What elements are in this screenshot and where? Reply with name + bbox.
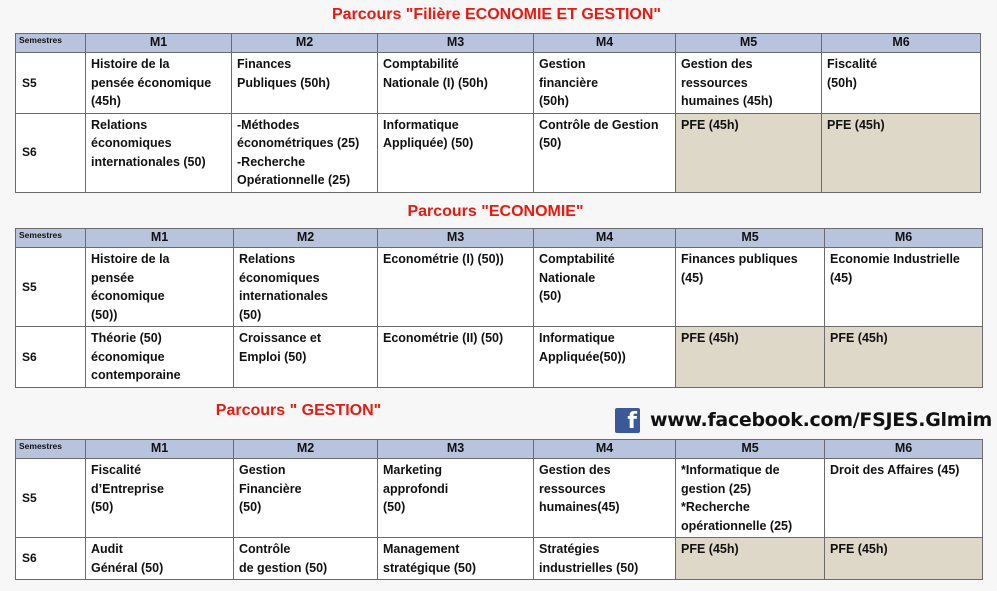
module-header: M1 <box>86 440 234 459</box>
module-header: M1 <box>86 34 232 53</box>
section-title-economie: Parcours "ECONOMIE" <box>407 203 584 220</box>
facebook-icon: f <box>615 408 640 433</box>
pfe-cell: PFE (45h) <box>825 538 983 580</box>
course-cell: Econométrie (I) (50)) <box>378 248 534 327</box>
module-header: M5 <box>676 440 825 459</box>
facebook-url[interactable]: www.facebook.com/FSJES.Glmim <box>650 409 992 431</box>
course-cell: Relations économiques internationales (50) <box>234 248 378 327</box>
course-cell: Fiscalité (50h) <box>822 53 981 114</box>
pfe-cell: PFE (45h) <box>676 538 825 580</box>
semester-label: S6 <box>16 327 86 388</box>
module-header: M3 <box>378 440 534 459</box>
course-cell: Contrôle de gestion (50) <box>234 538 378 580</box>
course-cell: Gestion des ressources humaines(45) <box>534 459 676 538</box>
semester-label: S5 <box>16 459 86 538</box>
course-cell: Audit Général (50) <box>86 538 234 580</box>
facebook-link[interactable] <box>615 407 992 433</box>
course-cell: Management stratégique (50) <box>378 538 534 580</box>
course-cell: Histoire de la pensée économique (45h) <box>86 53 232 114</box>
section-title-economie-gestion: Parcours "Filière ECONOMIE ET GESTION" <box>331 6 662 23</box>
course-cell: Stratégies industrielles (50) <box>534 538 676 580</box>
module-header: M5 <box>676 229 825 248</box>
module-header: M6 <box>825 229 983 248</box>
semesters-header: Semestres <box>16 34 86 53</box>
course-cell: Relations économiques internationales (50) <box>86 113 232 192</box>
table-economie <box>15 228 983 388</box>
course-cell: Comptabilité Nationale (50) <box>534 248 676 327</box>
table-row <box>16 459 983 538</box>
module-header: M4 <box>534 229 676 248</box>
table-gestion <box>15 439 983 580</box>
module-header: M3 <box>378 229 534 248</box>
module-header: M6 <box>825 440 983 459</box>
module-header: M4 <box>534 440 676 459</box>
course-cell: Informatique Appliquée) (50) <box>378 113 534 192</box>
module-header: M4 <box>534 34 676 53</box>
course-cell: Finances Publiques (50h) <box>232 53 378 114</box>
semester-label: S6 <box>16 113 86 192</box>
pfe-cell: PFE (45h) <box>676 327 825 388</box>
table-row <box>16 248 983 327</box>
course-cell: Droit des Affaires (45) <box>825 459 983 538</box>
course-cell: Contrôle de Gestion (50) <box>534 113 676 192</box>
course-cell: -Méthodes économétriques (25) -Recherche Opérationnelle (25) <box>232 113 378 192</box>
table-row <box>16 538 983 580</box>
module-header: M5 <box>676 34 822 53</box>
course-cell: Econométrie (II) (50) <box>378 327 534 388</box>
course-cell: *Informatique de gestion (25) *Recherche opérationnelle (25) <box>676 459 825 538</box>
pfe-cell: PFE (45h) <box>822 113 981 192</box>
table-row <box>16 327 983 388</box>
course-cell: Marketing approfondi (50) <box>378 459 534 538</box>
module-header: M1 <box>86 229 234 248</box>
pfe-cell: PFE (45h) <box>676 113 822 192</box>
course-cell: Gestion des ressources humaines (45h) <box>676 53 822 114</box>
module-header: M6 <box>822 34 981 53</box>
semesters-header: Semestres <box>16 229 86 248</box>
module-header: M2 <box>234 229 378 248</box>
section-title-gestion: Parcours " GESTION" <box>215 402 382 419</box>
pfe-cell: PFE (45h) <box>825 327 983 388</box>
course-cell: Economie Industrielle (45) <box>825 248 983 327</box>
course-cell: Finances publiques (45) <box>676 248 825 327</box>
table-row <box>16 113 981 192</box>
course-cell: Gestion financière (50h) <box>534 53 676 114</box>
semester-label: S6 <box>16 538 86 580</box>
semesters-header: Semestres <box>16 440 86 459</box>
module-header: M2 <box>232 34 378 53</box>
table-economie-gestion <box>15 33 981 193</box>
module-header: M2 <box>234 440 378 459</box>
table-row <box>16 53 981 114</box>
course-cell: Comptabilité Nationale (I) (50h) <box>378 53 534 114</box>
course-cell: Croissance et Emploi (50) <box>234 327 378 388</box>
course-cell: Théorie (50) économique contemporaine <box>86 327 234 388</box>
semester-label: S5 <box>16 248 86 327</box>
course-cell: Gestion Financière (50) <box>234 459 378 538</box>
course-cell: Informatique Appliquée(50)) <box>534 327 676 388</box>
course-cell: Histoire de la pensée économique (50)) <box>86 248 234 327</box>
module-header: M3 <box>378 34 534 53</box>
course-cell: Fiscalité d’Entreprise (50) <box>86 459 234 538</box>
semester-label: S5 <box>16 53 86 114</box>
